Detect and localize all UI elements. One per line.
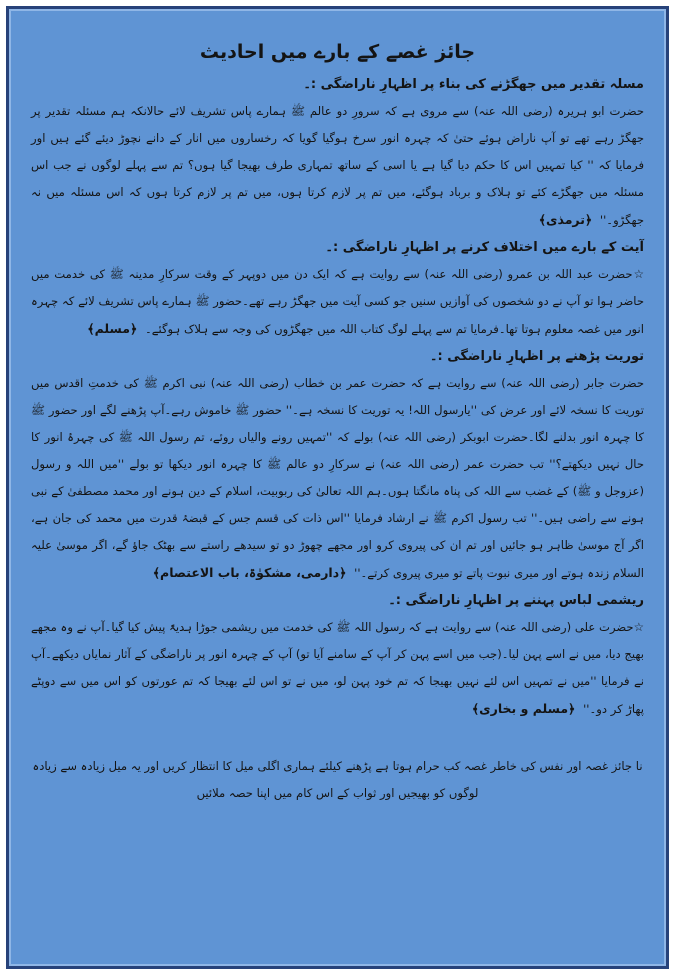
section-heading: مسلہ تقدیر میں جھگڑنے کی بناء پر اظہارِ ناراضگی :۔ <box>303 77 644 92</box>
section-heading: ریشمی لباس پہننے پر اظہارِ ناراضگی :۔ <box>388 593 644 608</box>
hadith-reference: ﴿مسلم و بخاری﴾ <box>471 701 576 716</box>
paragraph-text: ☆حضرت عبد اللہ بن عمرو (رضی اللہ عنہ) سے روایت ہے کہ ایک دن میں دوپہر کے وقت سرکارِ مدینہ ﷺ کی خدمت میں حاضر ہوا تو آپ نے دو شخصوں کی آوازیں سنیں جو کسی آیت میں جھگڑ رہے تھے۔حضور ﷺ ہمارے پاس تشریف لائے کہ چہرہ انور میں غصہ معلوم ہوتا تھا۔فرمایا تم سے پہلے لوگ کتاب اللہ میں جھگڑوں کی وجہ سے ہلاک ہوگئے۔ <box>31 267 644 336</box>
section-taqdeer <box>31 71 644 234</box>
section-paragraph <box>31 614 644 723</box>
paragraph-text: حضرت ابو ہریرہ (رضی اللہ عنہ) سے مروی ہے کہ سرورِ دو عالم ﷺ ہمارے پاس تشریف لائے حالانکہ ہم مسئلہ تقدیر پر جھگڑ رہے تھے تو آپ ناراض ہوئے حتیٰ کہ چہرہ انور سرخ ہوگیا گویا کہ رخساروں میں انار کے دانے نچوڑ دیئے گئے ہیں اور فرمایا کہ '' کیا تمہیں اس کا حکم دیا گیا ہے یا اسی کے ساتھ تمہاری طرف بھیجا گیا ہوں؟ تم سے پہلے لوگوں نے جب اس مسئلہ میں جھگڑے کئے تو ہلاک و برباد ہوگئے، میں تم پر لازم کرتا ہوں، میں تم پر لازم کرتا ہوں کہ اس مسئلہ میں نہ جھگڑو۔'' <box>31 104 644 227</box>
hadith-reference: ﴿مسلم﴾ <box>87 321 138 336</box>
hadith-reference: ﴿ترمذی﴾ <box>538 212 593 227</box>
section-ayat <box>31 234 644 343</box>
page-title: جائز غصے کے بارے میں احادیث <box>199 41 476 63</box>
section-paragraph <box>31 98 644 234</box>
section-torah <box>31 343 644 587</box>
section-heading: توریت پڑھنے پر اظہارِ ناراضگی :۔ <box>429 349 644 364</box>
footer-note: نا جائز غصہ اور نفس کی خاطر غصہ کب حرام ہوتا ہے پڑھنے کیلئے ہماری اگلی میل کا انتظار کریں اور یہ میل زیادہ سے زیادہ لوگوں کو بھیجیں اور ثواب کے اس کام میں اپنا حصہ ملائیں <box>32 759 643 800</box>
section-paragraph <box>31 370 644 587</box>
hadith-reference: ﴿دارمی، مشکوٰۃ، باب الاعتصام﴾ <box>152 565 347 580</box>
section-paragraph <box>31 261 644 343</box>
document-body <box>9 9 666 966</box>
paragraph-text: حضرت جابر (رضی اللہ عنہ) سے روایت ہے کہ حضرت عمر بن خطاب (رضی اللہ عنہ) نبی اکرم ﷺ کی خدمتِ اقدس میں توریت کا نسخہ لائے اور عرض کی ''یارسول اللہ! یہ توریت کا نسخہ ہے۔'' حضور ﷺ خاموش رہے۔آپ پڑھنے لگے اور حضور ﷺ کا چہرہ انور بدلنے لگا۔حضرت ابوبکر (رضی اللہ عنہ) بولے کہ ''تمہیں رونے والیاں روئے، تم رسول اللہ ﷺ کی چہرۂ انور کا حال نہیں دیکھتے؟'' تب حضرت عمر (رضی اللہ عنہ) نے سرکارِ دو عالم ﷺ کا چہرہ انور دیکھا تو بولے ''میں اللہ و رسول (عزوجل و ﷺ) کے غضب سے اللہ کی پناہ مانگتا ہوں۔ہم اللہ تعالیٰ کی ربوبیت، اسلام کے دین ہونے اور محمد مصطفیٰ کے نبی ہونے سے راضی ہیں۔'' تب رسول اکرم ﷺ نے ارشاد فرمایا ''اس ذات کی قسم جس کے قبضۂ قدرت میں محمد کی جان ہے، اگر آج موسیٰ ظاہر ہو جائیں اور تم ان کی پیروی کرو اور مجھے چھوڑ دو تو سیدھے راستے سے بھٹک جاؤ گے، اگر موسیٰ علیہ السلام زندہ ہوتے اور میری نبوت پاتے تو میری پیروی کرتے۔'' <box>31 376 644 580</box>
page-frame <box>6 6 669 969</box>
paragraph-text: ☆حضرت علی (رضی اللہ عنہ) سے روایت ہے کہ رسول اللہ ﷺ کی خدمت میں ریشمی جوڑا ہدیۃً پیش کیا گیا۔آپ نے وہ مجھے بھیج دیا، میں نے اسے پہن لیا۔(جب میں اسے پہن کر آپ کے سامنے آیا تو) آپ کے چہرہ انور پر ناراضگی کے آثار نمایاں دیکھے۔آپ نے فرمایا ''میں نے تمہیں اس لئے نہیں بھیجا کہ تم خود پہن لو، میں نے تو اس لئے بھیجا کہ تم عورتوں کو اس میں سے دوپٹے پھاڑ کر دو۔'' <box>31 620 644 716</box>
section-silk <box>31 587 644 723</box>
section-heading: آیت کے بارے میں اختلاف کرنے پر اظہارِ ناراضگی :۔ <box>325 240 644 255</box>
